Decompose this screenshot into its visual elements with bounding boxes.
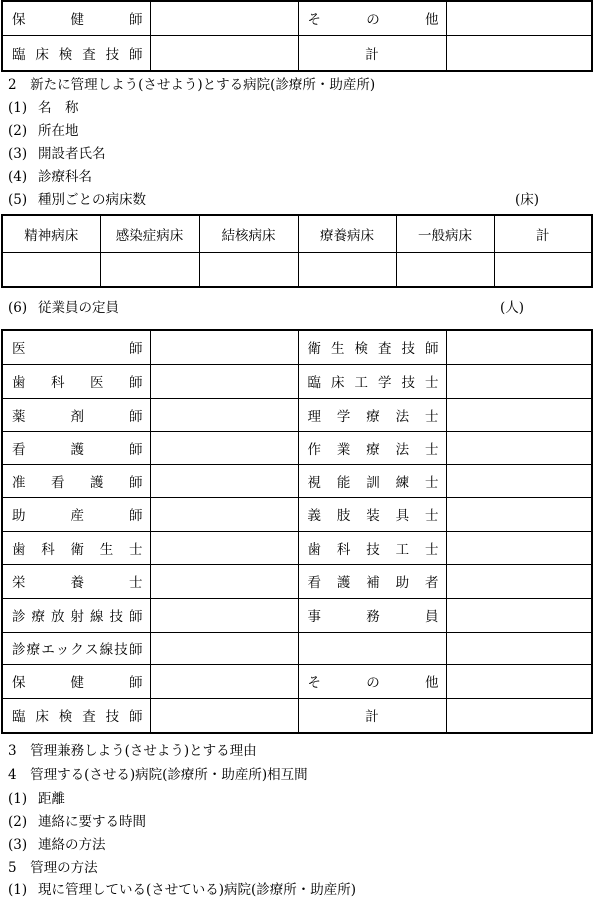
- bed-header: 療養病床: [298, 215, 396, 252]
- staff-label: 臨床検査技師: [2, 698, 150, 733]
- section-4-heading: 4 管理する(させる)病院(診療所・助産所)相互間: [8, 767, 308, 783]
- staff-label: その他: [298, 664, 446, 698]
- staff-label: 臨床工学技士: [298, 364, 446, 398]
- bed-count-cell[interactable]: [199, 252, 298, 287]
- staff-count-cell[interactable]: [446, 398, 592, 431]
- table-row: [2, 632, 592, 664]
- list-item: (5) 種別ごとの病床数: [8, 192, 146, 208]
- staff-label: 保健師: [2, 1, 150, 35]
- list-item: (2) 所在地: [8, 123, 79, 139]
- staff-count-cell[interactable]: [150, 364, 298, 398]
- staff-label: 医師: [2, 330, 150, 364]
- staff-count-cell[interactable]: [446, 464, 592, 497]
- staff-count-cell[interactable]: [150, 464, 298, 497]
- staff-unit-label: (人): [500, 300, 525, 316]
- section-2-heading: 2 新たに管理しよう(させよう)とする病院(診療所・助産所): [8, 77, 376, 93]
- staff-label: 助産師: [2, 497, 150, 531]
- staff-label: 看護師: [2, 431, 150, 464]
- staff-count-cell[interactable]: [446, 564, 592, 598]
- bed-count-cell[interactable]: [494, 252, 592, 287]
- staff-count-cell[interactable]: [446, 35, 592, 71]
- staff-count-cell[interactable]: [150, 1, 298, 35]
- staff-label: 栄養士: [2, 564, 150, 598]
- staff-label: 看護補助者: [298, 564, 446, 598]
- staff-count-cell[interactable]: [446, 364, 592, 398]
- staff-label: 歯科衛生士: [2, 531, 150, 564]
- staff-count-cell[interactable]: [150, 497, 298, 531]
- bed-count-cell[interactable]: [100, 252, 199, 287]
- staff-label: 衛生検査技師: [298, 330, 446, 364]
- staff-count-cell[interactable]: [446, 330, 592, 364]
- staff-label: 臨床検査技師: [2, 35, 150, 71]
- list-item: (4) 診療科名: [8, 169, 92, 185]
- bed-header: 感染症病床: [100, 215, 199, 252]
- table-row: [2, 464, 592, 497]
- staff-count-cell[interactable]: [150, 664, 298, 698]
- table-row: [2, 35, 592, 71]
- bed-header: 精神病床: [2, 215, 100, 252]
- bed-header: 結核病床: [199, 215, 298, 252]
- staff-count-cell[interactable]: [150, 531, 298, 564]
- staff-label: 診療エックス線技師: [2, 632, 150, 664]
- table-row: [2, 215, 592, 252]
- list-item: (1) 名 称: [8, 100, 79, 116]
- staff-count-cell[interactable]: [446, 497, 592, 531]
- bed-count-cell[interactable]: [396, 252, 494, 287]
- table-row: [2, 564, 592, 598]
- staff-count-cell[interactable]: [446, 531, 592, 564]
- table-row: [2, 431, 592, 464]
- staff-label: 准看護師: [2, 464, 150, 497]
- bed-count-table: [1, 214, 593, 288]
- bed-count-cell[interactable]: [298, 252, 396, 287]
- list-item: (3) 連絡の方法: [8, 837, 106, 853]
- top-staff-table: [1, 0, 593, 72]
- list-item: (1) 距離: [8, 791, 65, 807]
- total-label: 計: [298, 35, 446, 71]
- table-row: [2, 497, 592, 531]
- staff-label: 事務員: [298, 598, 446, 632]
- table-row: [2, 698, 592, 733]
- staff-label: 義肢装具士: [298, 497, 446, 531]
- staff-count-cell[interactable]: [150, 35, 298, 71]
- list-item: (2) 連絡に要する時間: [8, 814, 146, 830]
- table-row: [2, 1, 592, 35]
- staff-label: 薬剤師: [2, 398, 150, 431]
- total-label: 計: [298, 698, 446, 733]
- staff-count-cell[interactable]: [150, 564, 298, 598]
- staff-count-cell[interactable]: [150, 632, 298, 664]
- staff-count-cell[interactable]: [446, 431, 592, 464]
- list-item: (3) 開設者氏名: [8, 146, 106, 162]
- table-row: [2, 364, 592, 398]
- bed-header: 一般病床: [396, 215, 494, 252]
- staff-count-cell[interactable]: [150, 598, 298, 632]
- table-row: [2, 330, 592, 364]
- section-5-heading: 5 管理の方法: [8, 860, 98, 876]
- table-row: [2, 531, 592, 564]
- staff-label: 理学療法士: [298, 398, 446, 431]
- staff-count-cell[interactable]: [446, 632, 592, 664]
- staff-count-cell[interactable]: [150, 330, 298, 364]
- staff-count-cell[interactable]: [446, 698, 592, 733]
- staff-table: [1, 329, 593, 734]
- staff-label: 視能訓練士: [298, 464, 446, 497]
- bed-unit-label: (床): [515, 192, 540, 208]
- staff-count-cell[interactable]: [446, 664, 592, 698]
- staff-label: 歯科医師: [2, 364, 150, 398]
- staff-count-cell[interactable]: [446, 598, 592, 632]
- staff-label: その他: [298, 1, 446, 35]
- staff-label: 作業療法士: [298, 431, 446, 464]
- staff-count-cell[interactable]: [150, 431, 298, 464]
- staff-label: 歯科技工士: [298, 531, 446, 564]
- section-3-heading: 3 管理兼務しよう(させよう)とする理由: [8, 743, 257, 759]
- table-row: [2, 398, 592, 431]
- staff-label: 保健師: [2, 664, 150, 698]
- bed-count-cell[interactable]: [2, 252, 100, 287]
- list-item: (1) 現に管理している(させている)病院(診療所・助産所): [8, 882, 357, 898]
- staff-label: [298, 632, 446, 664]
- staff-count-cell[interactable]: [150, 398, 298, 431]
- list-item: (6) 従業員の定員: [8, 300, 119, 316]
- staff-count-cell[interactable]: [150, 698, 298, 733]
- table-row: [2, 664, 592, 698]
- bed-header: 計: [494, 215, 592, 252]
- staff-label: 診療放射線技師: [2, 598, 150, 632]
- staff-count-cell[interactable]: [446, 1, 592, 35]
- table-row: [2, 252, 592, 287]
- table-row: [2, 598, 592, 632]
